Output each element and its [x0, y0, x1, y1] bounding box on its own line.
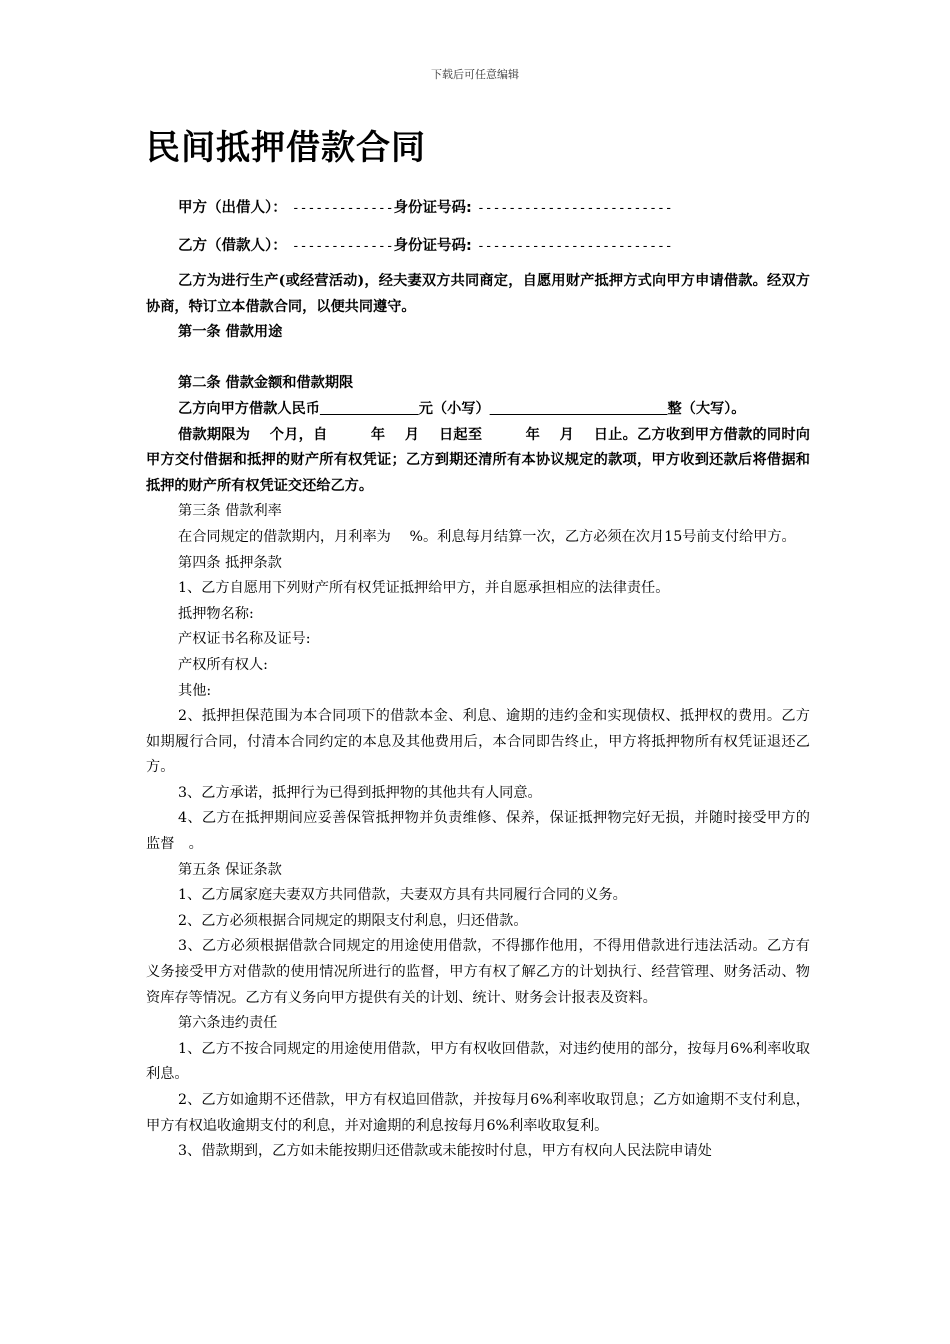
party-b-id-blank: -------------------------	[476, 239, 673, 254]
contract-paragraph	[146, 346, 810, 372]
contract-paragraph: 产权所有权人:	[178, 656, 268, 673]
header-note: 下载后可任意编辑	[431, 68, 519, 81]
contract-paragraph: 第三条 借款利率	[178, 503, 282, 520]
party-b-name-blank: -------------	[291, 239, 394, 254]
party-b-id-label: 身份证号码:	[393, 238, 472, 254]
contract-paragraph: 第二条 借款金额和借款期限	[178, 375, 354, 392]
party-a-label: 甲方（出借人）：	[178, 200, 287, 216]
contract-paragraph: 乙方向甲方借款人民币 元（小写） 整（大写）。	[178, 400, 746, 417]
contract-paragraph: 借款期限为 个月，自 年 月 日起至 年 月 日止。乙方收到甲方借款的同时向甲方交付借据和抵押的财产所有权凭证；乙方到期还清所有本协议规定的款项，甲方收到还款后将借据和抵押的财产所有权凭证交还给乙方。	[146, 426, 810, 494]
party-b-line	[178, 234, 673, 255]
document-title: 民间抵押借款合同	[146, 128, 426, 168]
contract-paragraph: 4、乙方在抵押期间应妥善保管抵押物并负责维修、保养，保证抵押物完好无损，并随时接受甲方的监督 。	[146, 810, 810, 853]
party-a-name-blank: -------------	[291, 201, 394, 216]
contract-paragraph: 3、乙方承诺，抵押行为已得到抵押物的其他共有人同意。	[178, 784, 542, 801]
contract-paragraph: 第四条 抵押条款	[178, 554, 282, 571]
party-a-id-label: 身份证号码:	[393, 200, 472, 216]
party-a-line	[178, 196, 673, 217]
contract-paragraph: 1、乙方属家庭夫妻双方共同借款，夫妻双方具有共同履行合同的义务。	[178, 887, 627, 904]
contract-paragraph: 3、借款期到，乙方如未能按期归还借款或未能按时付息，甲方有权向人民法院申请处	[178, 1143, 712, 1160]
contract-paragraph: 2、抵押担保范围为本合同项下的借款本金、利息、逾期的违约金和实现债权、抵押权的费用。乙方如期履行合同，付清本合同约定的本息及其他费用后，本合同即告终止，甲方将抵押物所有权凭证退还乙方。	[146, 708, 810, 776]
contract-paragraph: 在合同规定的借款期内，月利率为 %。利息每月结算一次，乙方必须在次月15号前支付给甲方。	[178, 528, 796, 545]
contract-paragraph: 3、乙方必须根据借款合同规定的用途使用借款，不得挪作他用，不得用借款进行违法活动。乙方有义务接受甲方对借款的使用情况所进行的监督，甲方有权了解乙方的计划执行、经营管理、财务活动、物资库存等情况。乙方有义务向甲方提供有关的计划、统计、财务会计报表及资料。	[146, 938, 810, 1006]
contract-paragraph: 第五条 保证条款	[178, 861, 282, 878]
contract-paragraph: 第六条违约责任	[178, 1015, 278, 1032]
contract-paragraph: 2、乙方如逾期不还借款，甲方有权追回借款，并按每月6%利率收取罚息；乙方如逾期不支付利息，甲方有权追收逾期支付的利息，并对逾期的利息按每月6%利率收取复利。	[146, 1092, 810, 1134]
contract-paragraph: 其他:	[178, 682, 212, 699]
contract-paragraph: 抵押物名称:	[178, 605, 254, 622]
party-b-label: 乙方（借款人）：	[178, 238, 287, 254]
contract-paragraph: 乙方为进行生产(或经营活动)，经夫妻双方共同商定，自愿用财产抵押方式向甲方申请借款。经双方协商，特订立本借款合同，以便共同遵守。	[146, 273, 810, 315]
contract-paragraph: 1、乙方自愿用下列财产所有权凭证抵押给甲方，并自愿承担相应的法律责任。	[178, 580, 670, 597]
contract-paragraph: 2、乙方必须根据合同规定的期限支付利息，归还借款。	[178, 912, 528, 929]
fill-in-blank	[320, 401, 419, 417]
party-a-id-blank: -------------------------	[476, 201, 673, 216]
fill-in-blank	[490, 401, 668, 417]
contract-paragraph: 1、乙方不按合同规定的用途使用借款，甲方有权收回借款，对违约使用的部分，按每月6%利率收取利息。	[146, 1040, 810, 1083]
contract-paragraph: 产权证书名称及证号:	[178, 631, 311, 648]
contract-paragraph: 第一条 借款用途	[178, 324, 283, 341]
contract-body	[146, 269, 810, 1165]
